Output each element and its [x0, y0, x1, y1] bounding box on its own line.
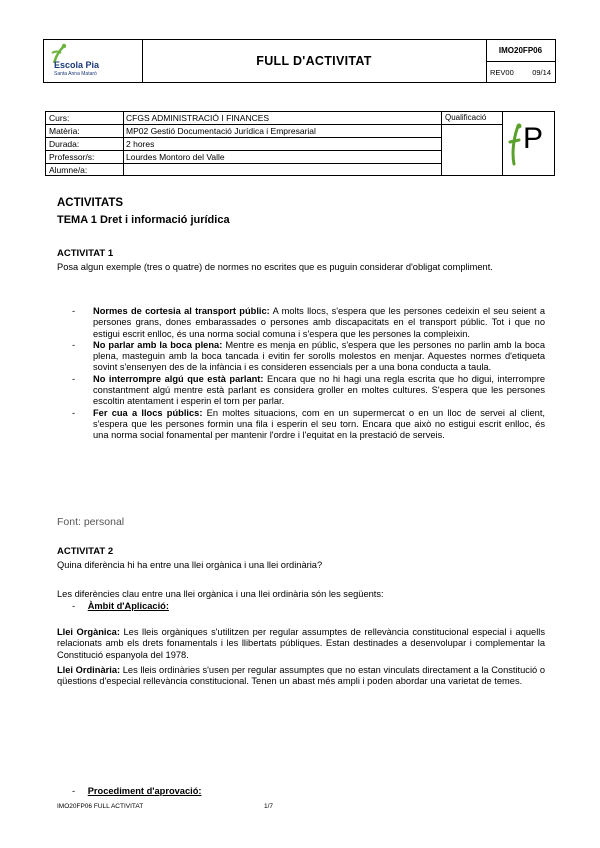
list-item-heading: No interrompre algú que està parlant:	[93, 373, 264, 384]
page-number: 1/7	[264, 803, 274, 810]
activity-1-title: ACTIVITAT 1	[57, 248, 114, 259]
info-label: Alumne/a:	[49, 165, 88, 175]
activity-2-question: Quina diferència hi ha entre una llei orgànica i una llei ordinària?	[57, 560, 323, 570]
revision-date: 09/14	[532, 67, 551, 77]
logo-name: Escola Pia	[54, 60, 100, 70]
list-item-heading: Fer cua a llocs públics:	[93, 407, 203, 418]
activities-heading: ACTIVITATS	[57, 197, 124, 209]
activity-1-question: Posa algun exemple (tres o quatre) de normes no escrites que es puguin considerar d'obligat compliment.	[57, 262, 493, 272]
info-label: Professor/s:	[49, 152, 95, 162]
document-code-box	[486, 40, 555, 82]
info-value: 2 hores	[126, 139, 155, 149]
info-label: Matèria:	[49, 126, 80, 136]
logo-subtitle: Santa Anna Mataró	[54, 71, 97, 77]
subheading-procedure-label: Procediment d'aprovació:	[87, 786, 202, 796]
list-item	[72, 340, 545, 374]
subheading-procedure	[72, 786, 202, 797]
ordinary-law-label: Llei Ordinària:	[57, 665, 121, 675]
document-title: FULL D'ACTIVITAT	[142, 40, 487, 82]
bullet-dash: -	[72, 786, 76, 796]
organic-law-paragraph	[57, 627, 545, 661]
activity-1-list	[72, 306, 545, 442]
list-item-text: En moltes situacions, com en un supermercat o en un lloc de servei al client, s'espera que les persones formin una fila i esperin el seu torn. Encara que això no estigui escrit enlloc, és una norma social fonamental per mantenir l'ordre i l'equitat en la prestació de serveis.	[93, 407, 545, 441]
activity-2-title: ACTIVITAT 2	[57, 546, 114, 557]
subheading-scope	[72, 601, 169, 612]
subheading-scope-label: Àmbit d'Aplicació:	[87, 601, 169, 611]
bullet-dash: -	[72, 339, 76, 350]
fp-logo	[508, 118, 552, 168]
info-row-duration	[46, 138, 441, 151]
ordinary-law-paragraph	[57, 665, 545, 688]
fp-letter: P	[523, 122, 544, 155]
info-row-student	[46, 164, 441, 177]
info-value: MP02 Gestió Documentació Jurídica i Empresarial	[126, 126, 316, 136]
ordinary-law-text: Les lleis ordinàries s'usen per regular assumptes que no estan vinculats directament a la Constitució o qüestions d'especial rellevància constitucional. Tenen un abast més ampli i poden abordar una varietat de temes.	[57, 665, 545, 687]
info-label: Durada:	[49, 139, 80, 149]
fp-leaf-icon	[508, 122, 522, 166]
bullet-dash: -	[72, 306, 76, 316]
list-item-text: Mentre es menja en públic, s'espera que les persones no parlin amb la boca plena, masteguin amb la boca tancada i evitin fer sorolls molestos en menjar. Aquestes normes d'etiqueta sovint s'ensenyen des de la infància i es consideren essencials per a una bona conducta a taula.	[93, 339, 545, 373]
table-divider	[441, 124, 502, 125]
list-item-heading: Normes de cortesia al transport públic:	[93, 306, 270, 316]
school-logo	[44, 40, 143, 82]
revision-row	[486, 62, 555, 82]
qualification-label: Qualificació	[445, 113, 487, 122]
info-row-teacher	[46, 151, 441, 164]
table-divider	[123, 112, 124, 175]
bullet-dash: -	[72, 601, 76, 611]
list-item-heading: No parlar amb la boca plena:	[93, 339, 223, 350]
footer-code: IMO20FP06 FULL ACTIVITAT	[57, 803, 144, 810]
document-header	[43, 39, 556, 83]
list-item	[72, 306, 545, 340]
topic-heading: TEMA 1 Dret i informació jurídica	[57, 214, 230, 226]
info-row-course	[46, 112, 441, 125]
info-value: CFGS ADMINISTRACIÓ I FINANCES	[126, 113, 270, 123]
table-divider	[441, 112, 442, 175]
activity-2-intro: Les diferències clau entre una llei orgànica i una llei ordinària són les següents:	[57, 589, 384, 599]
bullet-dash: -	[72, 407, 76, 418]
table-divider	[502, 112, 503, 175]
student-info-table	[45, 111, 555, 176]
document-code: IMO20FP06	[486, 40, 555, 62]
info-label: Curs:	[49, 113, 70, 123]
organic-law-label: Llei Orgànica:	[57, 627, 120, 637]
info-value: Lourdes Montoro del Valle	[126, 152, 225, 162]
bullet-dash: -	[72, 373, 76, 384]
source-note: Font: personal	[57, 516, 125, 528]
list-item-text: A molts llocs, s'espera que les persones cedeixin el seu seient a persones grans, dones embarassades o persones amb discapacitats en el transport públic. Tot i que no estigui escrit enlloc, és una norma social comuna i s'espera que les persones la compleixin.	[93, 306, 545, 339]
info-row-subject	[46, 125, 441, 138]
list-item-text: Encara que no hi hagi una regla escrita que ho digui, interrompre constantment algú mentre està parlant es considera groller en moltes cultures. S'espera que les persones escoltin atentament i esperin el torn per parlar.	[93, 373, 546, 407]
organic-law-text: Les lleis orgàniques s'utilitzen per regular assumptes de rellevància constitucional especial i aquells relacionats amb els drets fonamentals i les llibertats públiques. Estan destinades a desenvolupar i complementar la Constitució espanyola del 1978.	[57, 627, 545, 660]
list-item	[72, 374, 545, 408]
revision: REV00	[490, 67, 514, 77]
list-item	[72, 408, 545, 442]
